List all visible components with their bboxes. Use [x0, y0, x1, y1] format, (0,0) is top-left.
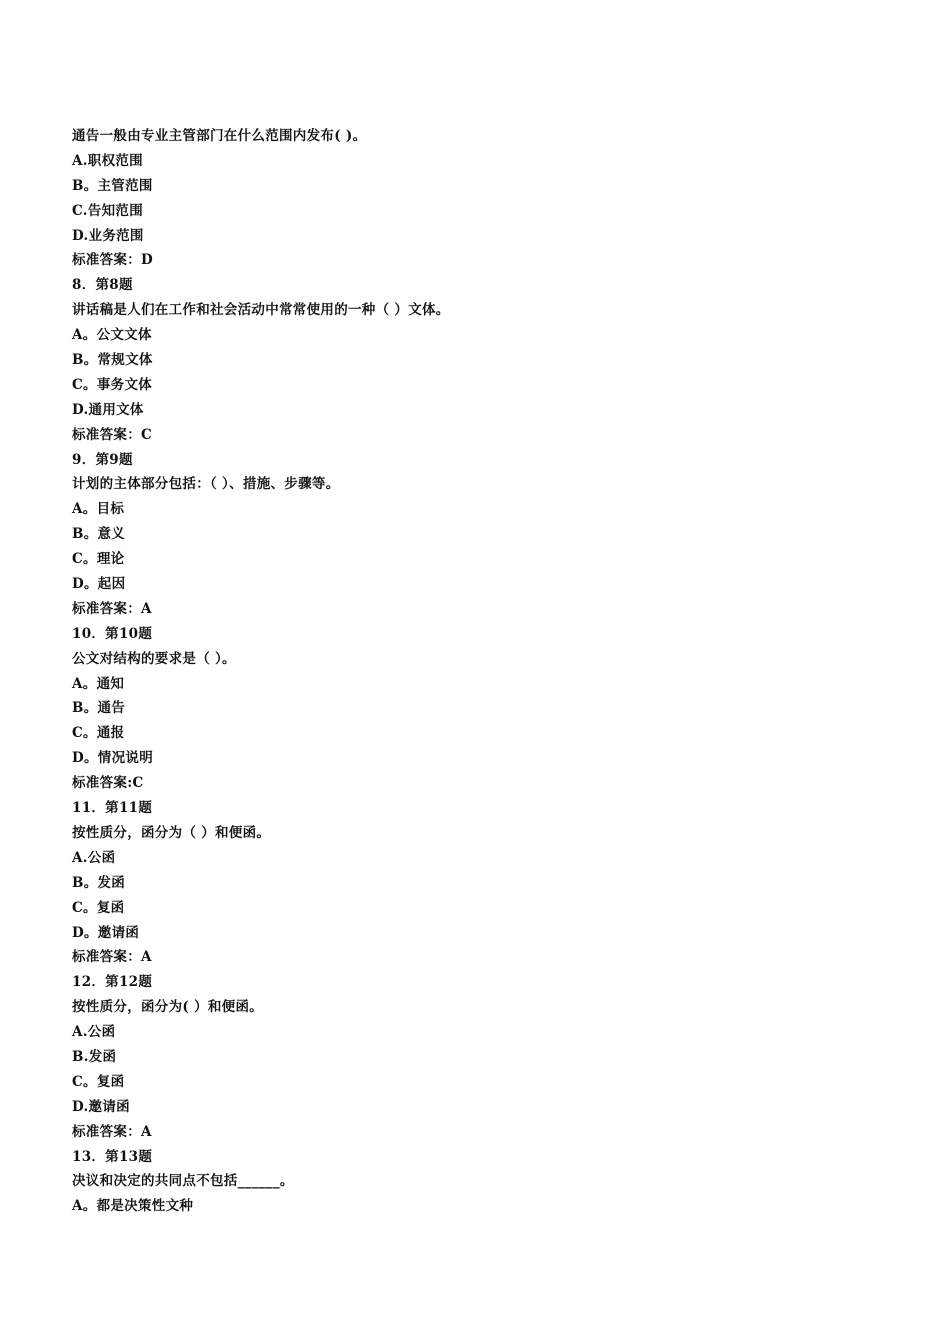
- option-c: C。复函: [72, 899, 125, 916]
- option-b: B.发函: [72, 1048, 117, 1065]
- option-b: B。常规文体: [72, 352, 153, 369]
- option-b: B。发函: [72, 874, 126, 891]
- standard-answer: 标准答案：A: [72, 600, 152, 617]
- option-c: C。理论: [72, 551, 125, 568]
- question-heading: 12．第12题: [72, 974, 153, 991]
- question-heading: 11．第11题: [72, 800, 153, 817]
- question-heading: 9．第9题: [72, 451, 133, 468]
- option-d: D。情况说明: [72, 750, 154, 767]
- option-a: A.公函: [72, 849, 116, 866]
- option-d: D.通用文体: [72, 401, 144, 418]
- question-heading: 10．第10题: [72, 625, 153, 642]
- option-d: D。邀请函: [72, 924, 140, 941]
- standard-answer: 标准答案：C: [72, 426, 153, 443]
- standard-answer: 标准答案：A: [72, 1123, 152, 1140]
- option-d: D.业务范围: [72, 227, 144, 244]
- question-text: 按性质分，函分为( ）和便函。: [72, 999, 264, 1016]
- option-c: C。通报: [72, 725, 125, 742]
- standard-answer: 标准答案：A: [72, 949, 152, 966]
- option-c: C。复函: [72, 1073, 125, 1090]
- option-a: A.职权范围: [72, 152, 143, 169]
- question-text: 讲话稿是人们在工作和社会活动中常常使用的一种（ ）文体。: [72, 302, 450, 319]
- option-a: A.公函: [72, 1024, 116, 1041]
- option-a: A。都是决策性文种: [72, 1198, 194, 1215]
- option-b: B。主管范围: [72, 177, 153, 194]
- option-c: C。事务文体: [72, 376, 153, 393]
- question-text: 公文对结构的要求是（ ）。: [72, 650, 236, 667]
- option-a: A。通知: [72, 675, 125, 692]
- option-d: D.邀请函: [72, 1098, 130, 1115]
- document-body: [72, 124, 892, 1219]
- option-b: B。意义: [72, 526, 126, 543]
- question-text: 通告一般由专业主管部门在什么范围内发布( )。: [72, 128, 367, 144]
- option-a: A。公文文体: [72, 327, 152, 344]
- option-d: D。起因: [72, 576, 126, 593]
- question-text: 决议和决定的共同点不包括______。: [72, 1173, 294, 1190]
- question-text: 按性质分，函分为（ ）和便函。: [72, 824, 271, 841]
- standard-answer: 标准答案:C: [72, 775, 144, 792]
- standard-answer: 标准答案：D: [72, 252, 154, 269]
- question-heading: 8．第8题: [72, 277, 133, 294]
- option-c: C.告知范围: [72, 202, 144, 219]
- question-text: 计划的主体部分包括：（ ）、措施、步骤等。: [72, 476, 340, 493]
- question-heading: 13．第13题: [72, 1148, 153, 1165]
- option-a: A。目标: [72, 501, 125, 518]
- option-b: B。通告: [72, 700, 126, 717]
